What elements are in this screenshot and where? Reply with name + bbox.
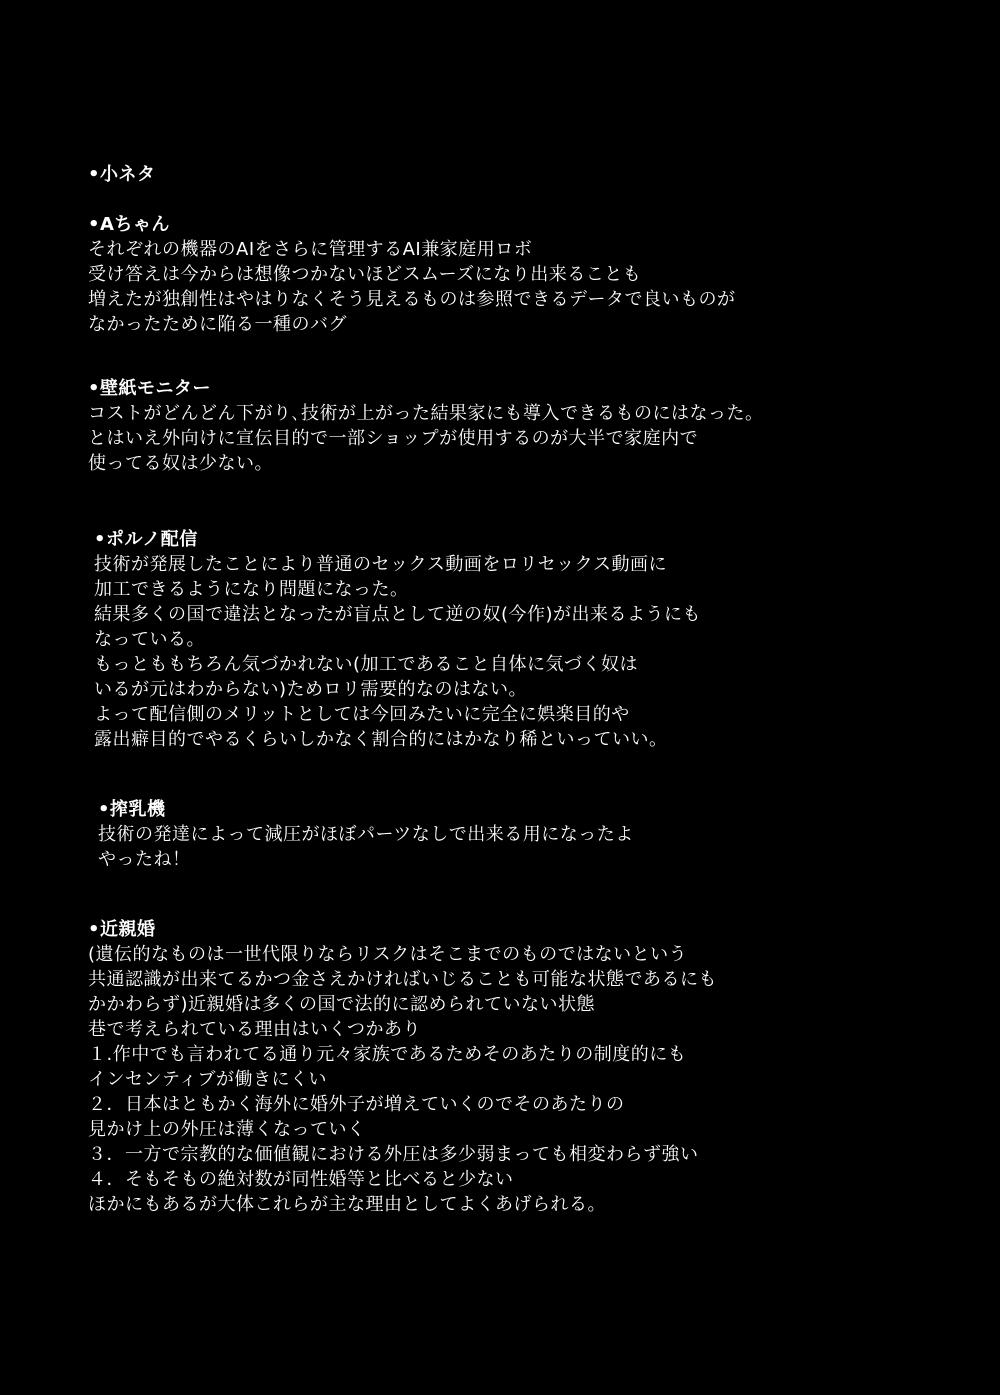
section-line: ４．そもそもの絶対数が同性婚等と比べると少ない: [88, 1169, 514, 1190]
section-heading: •搾乳機: [98, 799, 166, 820]
section-line: 受け答えは今からは想像つかないほどスムーズになり出来ることも: [88, 264, 642, 285]
section-heading: •ポルノ配信: [94, 529, 198, 550]
section-line: やったね！: [98, 849, 191, 870]
section-line: ２．日本はともかく海外に婚外子が増えていくのでそのあたりの: [88, 1094, 625, 1115]
section-heading: •壁紙モニター: [88, 378, 212, 399]
section-line: 加工できるようになり問題になった。: [94, 579, 409, 600]
section-line: それぞれの機器のAIをさらに管理するAI兼家庭用ロボ: [88, 239, 533, 260]
section-heading: •近親婚: [88, 919, 156, 940]
section-line: 露出癖目的でやるくらいしかなく割合的にはかなり稀といっていい。: [94, 729, 668, 750]
section-line: なっている。: [94, 629, 205, 650]
section-line: ほかにもあるが大体これらが主な理由としてよくあげられる。: [88, 1194, 606, 1215]
section-line: いるが元はわからない)ためロリ需要的なのはない。: [94, 679, 528, 700]
section-line: 共通認識が出来てるかつ金さえかければいじることも可能な状態であるにも: [88, 969, 717, 990]
section-line: 技術が発展したことにより普通のセックス動画をロリセックス動画に: [94, 554, 667, 575]
section-line: 見かけ上の外圧は薄くなっていく: [88, 1119, 366, 1140]
section-line: とはいえ外向けに宣伝目的で一部ショップが使用するのが大半で家庭内で: [88, 428, 699, 449]
section-line: 増えたが独創性はやはりなくそう見えるものは参照できるデータで良いものが: [88, 289, 736, 310]
section-line: (遺伝的なものは一世代限りならリスクはそこまでのものではないという: [88, 944, 688, 965]
section-line: 結果多くの国で違法となったが盲点として逆の奴(今作)が出来るようにも: [94, 604, 702, 625]
section-line: １.作中でも言われてる通り元々家族であるためそのあたりの制度的にも: [88, 1044, 687, 1065]
section-line: 使ってる奴は少ない。: [88, 453, 273, 474]
section-line: よって配信側のメリットとしては今回みたいに完全に娯楽目的や: [94, 704, 630, 725]
section-line: 技術の発達によって減圧がほぼパーツなしで出来る用になったよ: [98, 824, 634, 845]
section-line: 巷で考えられている理由はいくつかあり: [88, 1019, 421, 1040]
page-title: •小ネタ: [88, 164, 156, 185]
section-line: かかわらず)近親婚は多くの国で法的に認められていない状態: [88, 994, 596, 1015]
section-line: コストがどんどん下がり､技術が上がった結果家にも導入できるものにはなった。: [88, 403, 764, 424]
section-heading: •Aちゃん: [88, 214, 170, 235]
section-line: インセンティブが働きにくい: [88, 1069, 328, 1090]
section-line: なかったために陥る一種のバグ: [88, 314, 347, 335]
section-line: もっとももちろん気づかれない(加工であること自体に気づく奴は: [94, 654, 639, 675]
section-line: ３．一方で宗教的な価値観における外圧は多少弱まっても相変わらず強い: [88, 1144, 699, 1165]
